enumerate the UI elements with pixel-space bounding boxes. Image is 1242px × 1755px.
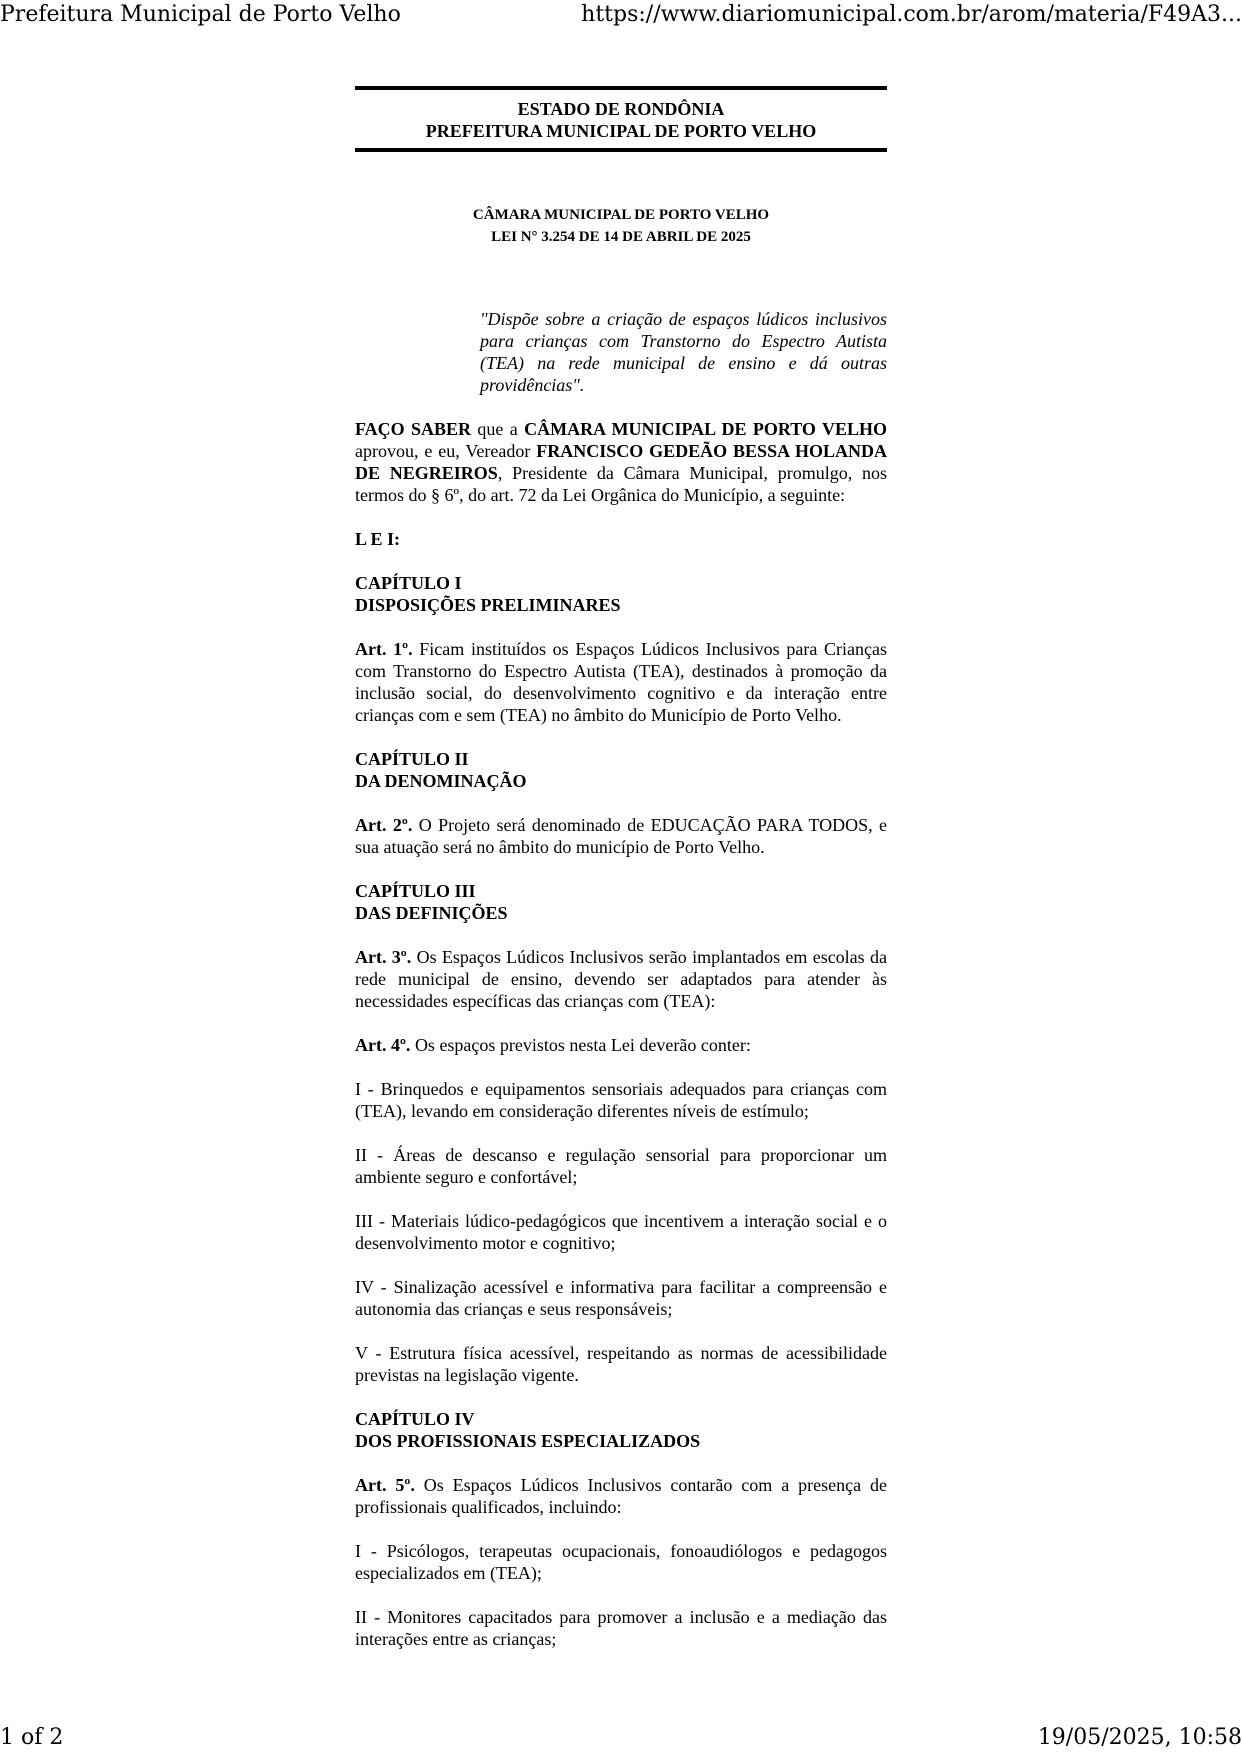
lei-label: L E I:: [355, 529, 401, 549]
print-footer-page: 1 of 2: [0, 1725, 64, 1750]
chapter-2-subtitle: DA DENOMINAÇÃO: [355, 771, 527, 791]
masthead-state: ESTADO DE RONDÔNIA: [517, 99, 725, 119]
article-1: [355, 638, 887, 726]
article-5: [355, 1474, 887, 1518]
chapter-3-subtitle: DAS DEFINIÇÕES: [355, 903, 508, 923]
print-footer-datetime: 19/05/2025, 10:58: [1037, 1725, 1242, 1750]
chapter-4-title: CAPÍTULO IV: [355, 1409, 475, 1429]
law-ementa: "Dispõe sobre a criação de espaços lúdicos inclusivos para crianças com Transtorno do Espectro Autista (TEA) na rede municipal de ensino e dá outras providências".: [480, 309, 887, 395]
article-4-item: V - Estrutura física acessível, respeitando as normas de acessibilidade previstas na legislação vigente.: [355, 1343, 887, 1385]
article-1-text: Ficam instituídos os Espaços Lúdicos Inclusivos para Crianças com Transtorno do Espectro Autista (TEA), destinados à promoção da inclusão social, do desenvolvimento cognitivo e da interação entre crianças com e sem (TEA) no âmbito do Município de Porto Velho.: [355, 639, 887, 725]
article-5-text: Os Espaços Lúdicos Inclusivos contarão com a presença de profissionais qualificados, incluindo:: [355, 1475, 887, 1517]
article-2-text: O Projeto será denominado de EDUCAÇÃO PARA TODOS, e sua atuação será no âmbito do município de Porto Velho.: [355, 815, 887, 857]
preamble-bold-3: FRANCISCO GEDEÃO BESSA HOLANDA DE NEGREIROS: [355, 441, 887, 483]
article-4-item: III - Materiais lúdico-pedagógicos que incentivem a interação social e o desenvolvimento motor e cognitivo;: [355, 1211, 887, 1253]
article-3: [355, 946, 887, 1012]
article-2: [355, 814, 887, 858]
article-5-item: I - Psicólogos, terapeutas ocupacionais, fonoaudiólogos e pedagogos especializados em (TEA);: [355, 1541, 887, 1583]
law-heading: [355, 204, 887, 248]
chapter-2-title: CAPÍTULO II: [355, 749, 469, 769]
article-4: [355, 1034, 887, 1056]
chapter-1: [355, 572, 887, 616]
article-4-item: I - Brinquedos e equipamentos sensoriais adequados para crianças com (TEA), levando em consideração diferentes níveis de estímulo;: [355, 1079, 887, 1121]
chapter-3: [355, 880, 887, 924]
print-header-url[interactable]: https://www.diariomunicipal.com.br/arom/materia/F49A3...: [581, 2, 1242, 27]
article-4-item: IV - Sinalização acessível e informativa para facilitar a compreensão e autonomia das crianças e seus responsáveis;: [355, 1277, 887, 1319]
law-number: LEI N° 3.254 DE 14 DE ABRIL DE 2025: [491, 229, 751, 245]
chapter-2: [355, 748, 887, 792]
article-1-label: Art. 1º.: [355, 639, 413, 659]
chapter-4-subtitle: DOS PROFISSIONAIS ESPECIALIZADOS: [355, 1431, 701, 1451]
preamble-text-1: que a: [471, 419, 525, 439]
article-2-label: Art. 2º.: [355, 815, 413, 835]
masthead: [355, 86, 887, 152]
chapter-1-subtitle: DISPOSIÇÕES PRELIMINARES: [355, 595, 621, 615]
article-4-item: II - Áreas de descanso e regulação sensorial para proporcionar um ambiente seguro e confortável;: [355, 1145, 887, 1187]
print-header-site: Prefeitura Municipal de Porto Velho: [0, 2, 401, 27]
masthead-prefecture: PREFEITURA MUNICIPAL DE PORTO VELHO: [425, 121, 817, 141]
article-4-text: Os espaços previstos nesta Lei deverão conter:: [410, 1035, 751, 1055]
chapter-3-title: CAPÍTULO III: [355, 881, 476, 901]
article-5-item: II - Monitores capacitados para promover a inclusão e a mediação das interações entre as crianças;: [355, 1607, 887, 1649]
article-4-label: Art. 4º.: [355, 1035, 411, 1055]
preamble-bold-1: FAÇO SABER: [355, 419, 472, 439]
preamble-text-2: aprovou, e eu, Vereador: [355, 441, 537, 461]
preamble-bold-2: CÂMARA MUNICIPAL DE PORTO VELHO: [524, 419, 887, 439]
law-chamber: CÂMARA MUNICIPAL DE PORTO VELHO: [472, 207, 770, 223]
preamble: [355, 418, 887, 506]
article-5-label: Art. 5º.: [355, 1475, 415, 1495]
preamble-text-3: , Presidente da Câmara Municipal, promulgo, nos termos do § 6º, do art. 72 da Lei Orgânica do Município, a seguinte:: [355, 463, 887, 505]
chapter-4: [355, 1408, 887, 1452]
article-3-label: Art. 3º.: [355, 947, 412, 967]
law-document: [355, 86, 887, 1650]
chapter-1-title: CAPÍTULO I: [355, 573, 462, 593]
article-3-text: Os Espaços Lúdicos Inclusivos serão implantados em escolas da rede municipal de ensino, devendo ser adaptados para atender às necessidades específicas das crianças com (TEA):: [355, 947, 887, 1011]
